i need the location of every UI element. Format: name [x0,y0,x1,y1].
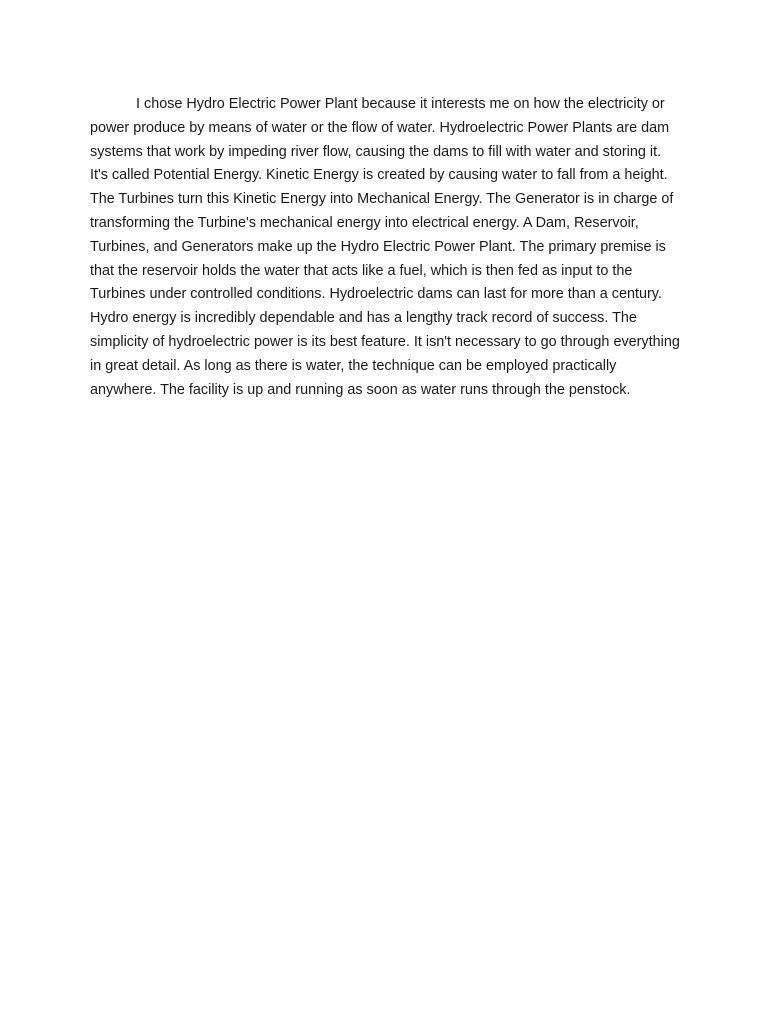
body-paragraph: I chose Hydro Electric Power Plant because it interests me on how the electricity or power produce by means of water or the flow of water. Hydroelectric Power Plants are dam systems that work by impeding river flow, causing the dams to fill with water and storing it. It's called Potential Energy. Kinetic Energy is created by causing water to fall from a height. The Turbines turn this Kinetic Energy into Mechanical Energy. The Generator is in charge of transforming the Turbine's mechanical energy into electrical energy. A Dam, Reservoir, Turbines, and Generators make up the Hydro Electric Power Plant. The primary premise is that the reservoir holds the water that acts like a fuel, which is then fed as input to the Turbines under controlled conditions. Hydroelectric dams can last for more than a century. Hydro energy is incredibly dependable and has a lengthy track record of success. The simplicity of hydroelectric power is its best feature. It isn't necessary to go through everything in great detail. As long as there is water, the technique can be employed practically anywhere. The facility is up and running as soon as water runs through the penstock. [90,96,680,398]
